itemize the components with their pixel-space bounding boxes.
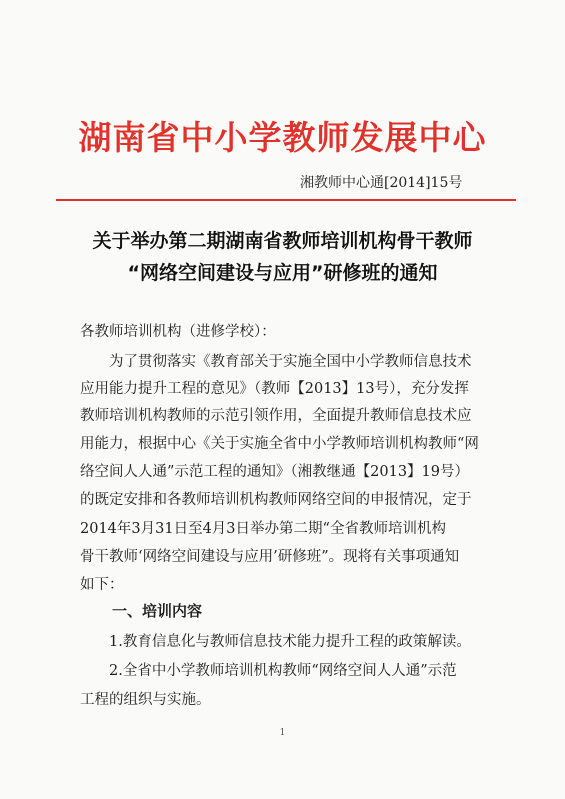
paragraph-line: 为了贯彻落实《教育部关于实施全国中小学教师信息技术 [80,354,472,370]
section-heading: 一、培训内容 [112,602,203,620]
notice-title-line1: 关于举办第二期湖南省教师培训机构骨干教师 [92,230,473,252]
list-item: 2.全省中小学教师培训机构教师“网络空间人人通”示范 [80,663,457,679]
paragraph-line: 如下： [80,577,124,593]
page-number: 1 [279,728,286,738]
paragraph-line: 2014年3月31日至4月3日举办第二期“全省教师培训机构 [80,521,446,537]
paragraph-line: 络空间人人通”示范工程的通知》（湘教继通【2013】19号） [80,464,470,480]
salutation: 各教师培训机构（进修学校）： [80,324,276,340]
paragraph-line: 的既定安排和各教师培训机构教师网络空间的申报情况，定于 [80,492,472,508]
paragraph-line: 应用能力提升工程的意见》（教师【2013】13号），充分发挥 [80,381,469,397]
paragraph-line: 教师培训机构教师的示范引领作用，全面提升教师信息技术应 [80,408,472,424]
red-divider [56,199,516,201]
notice-title-line2: “网络空间建设与应用”研修班的通知 [127,262,438,284]
document-number: 湘教师中心通[2014]15号 [300,175,463,191]
list-item: 1.教育信息化与教师信息技术能力提升工程的政策解读。 [80,634,471,650]
list-item: 工程的组织与实施。 [80,692,211,708]
paragraph-line: 骨干教师‘网络空间建设与应用’研修班”。现将有关事项通知 [80,549,460,565]
paragraph-line: 用能力，根据中心《关于实施全省中小学教师培训机构教师“网 [80,436,479,452]
org-title: 湖南省中小学教师发展中心 [78,118,487,157]
